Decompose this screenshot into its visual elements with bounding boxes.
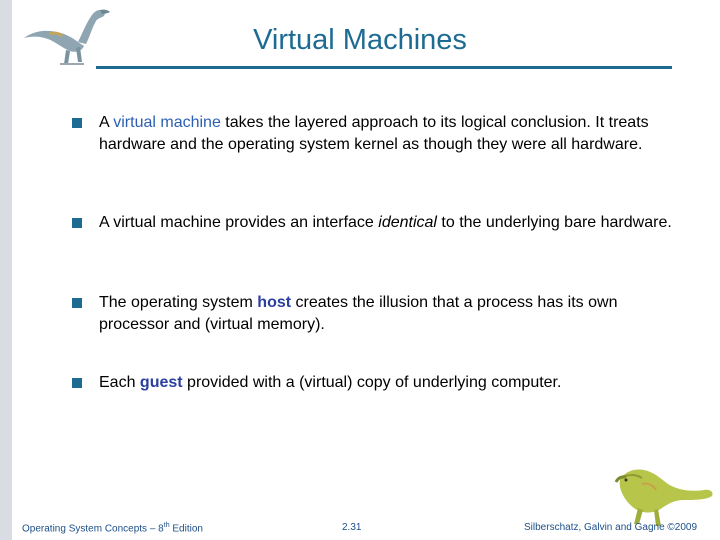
square-bullet-icon: [72, 118, 82, 128]
dinosaur-icon: [20, 4, 112, 68]
title-underline: [96, 66, 672, 69]
bullet-item: [72, 292, 672, 336]
dinosaur-icon: [612, 460, 716, 530]
bullet-item: [72, 372, 672, 394]
square-bullet-icon: [72, 298, 82, 308]
square-bullet-icon: [72, 218, 82, 228]
footer-copyright: Silberschatz, Galvin and Gagne ©2009: [524, 522, 698, 533]
sidebar-strip: [0, 0, 12, 540]
bullet-text: A virtual machine provides an interface identical to the underlying bare hardware.: [99, 214, 672, 231]
bullet-text: A virtual machine takes the layered approach to its logical conclusion. It treats hardware and the operating system kernel as though they were all hardware.: [99, 114, 649, 153]
bullet-text: The operating system host creates the illusion that a process has its own processor and (virtual memory).: [99, 294, 618, 333]
bullet-text: Each guest provided with a (virtual) copy of underlying computer.: [99, 374, 562, 391]
slide-title: Virtual Machines: [253, 24, 467, 56]
square-bullet-icon: [72, 378, 82, 388]
bullet-item: [72, 212, 672, 234]
footer-book-title: Operating System Concepts – 8th Edition: [22, 522, 203, 535]
footer-page-number: 2.31: [342, 522, 362, 533]
bullet-item: [72, 112, 672, 156]
